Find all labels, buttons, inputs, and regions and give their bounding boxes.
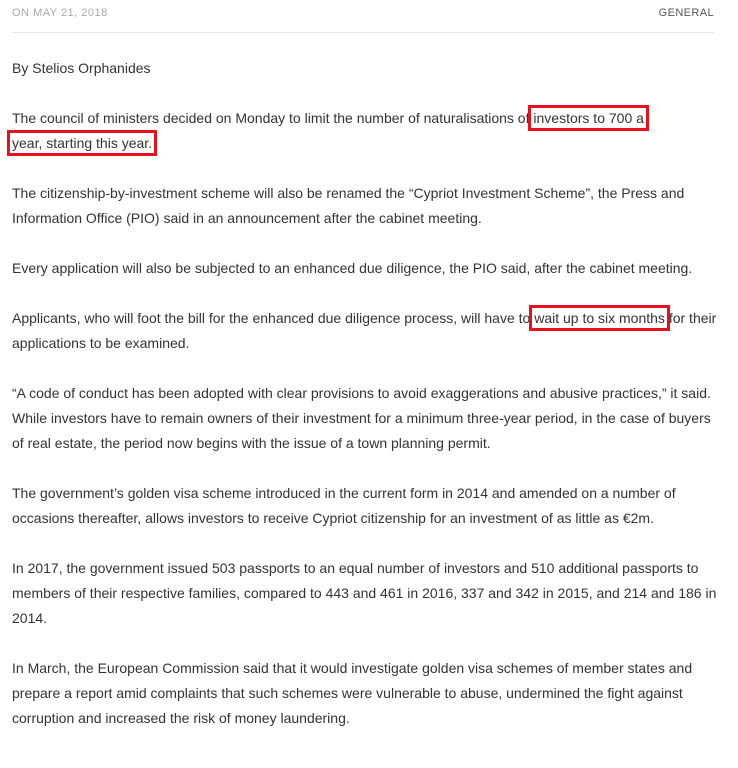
paragraph-1-text: The council of ministers decided on Monday to limit the number of naturalisations of	[12, 110, 534, 126]
post-meta-bar	[12, 0, 714, 33]
article-body	[12, 56, 724, 756]
highlight-box-six-months: wait up to six months	[534, 310, 665, 326]
post-category-link[interactable]: GENERAL	[658, 7, 714, 19]
article-paragraph-6: The government’s golden visa scheme introduced in the current form in 2014 and amended on a number of occasions thereafter, allows investors to receive Cypriot citizenship for an investment of as little as €2m.	[12, 485, 676, 526]
highlight-box-starting-this-year: year, starting this year.	[12, 135, 153, 151]
article-byline: By Stelios Orphanides	[12, 60, 151, 76]
post-date-prefix: ON	[12, 7, 30, 19]
article-paragraph-4	[12, 306, 724, 356]
article-paragraph-7: In 2017, the government issued 503 passports to an equal number of investors and 510 additional passports to members of their respective families, compared to 443 and 461 in 2016, 337 and 342 in 2015, and 214 and 186 in 2014.	[12, 560, 717, 626]
article-paragraph-2: The citizenship-by-investment scheme will also be renamed the “Cypriot Investment Scheme”, the Press and Information Office (PIO) said in an announcement after the cabinet meeting.	[12, 185, 685, 226]
paragraph-4-text-before: Applicants, who will foot the bill for the enhanced due diligence process, will have to	[12, 310, 535, 326]
article-paragraph-3: Every application will also be subjected to an enhanced due diligence, the PIO said, after the cabinet meeting.	[12, 260, 693, 276]
article-paragraph-5: “A code of conduct has been adopted with clear provisions to avoid exaggerations and abusive practices,” it said. While investors have to remain owners of their investment for a minimum three-year period, in the case of buyers of real estate, the period now begins with the issue of a town planning permit.	[12, 385, 711, 451]
post-date	[12, 7, 108, 19]
article-paragraph-1	[12, 106, 724, 156]
paragraph-4-text-after: for their applications to be examined.	[12, 310, 717, 351]
highlight-box-700-investors: investors to 700 a	[533, 110, 644, 126]
post-date-value: MAY 21, 2018	[33, 7, 108, 19]
article-paragraph-8: In March, the European Commission said that it would investigate golden visa schemes of member states and prepare a report amid complaints that such schemes were vulnerable to abuse, undermined the fight against corruption and increased the risk of money laundering.	[12, 660, 693, 726]
